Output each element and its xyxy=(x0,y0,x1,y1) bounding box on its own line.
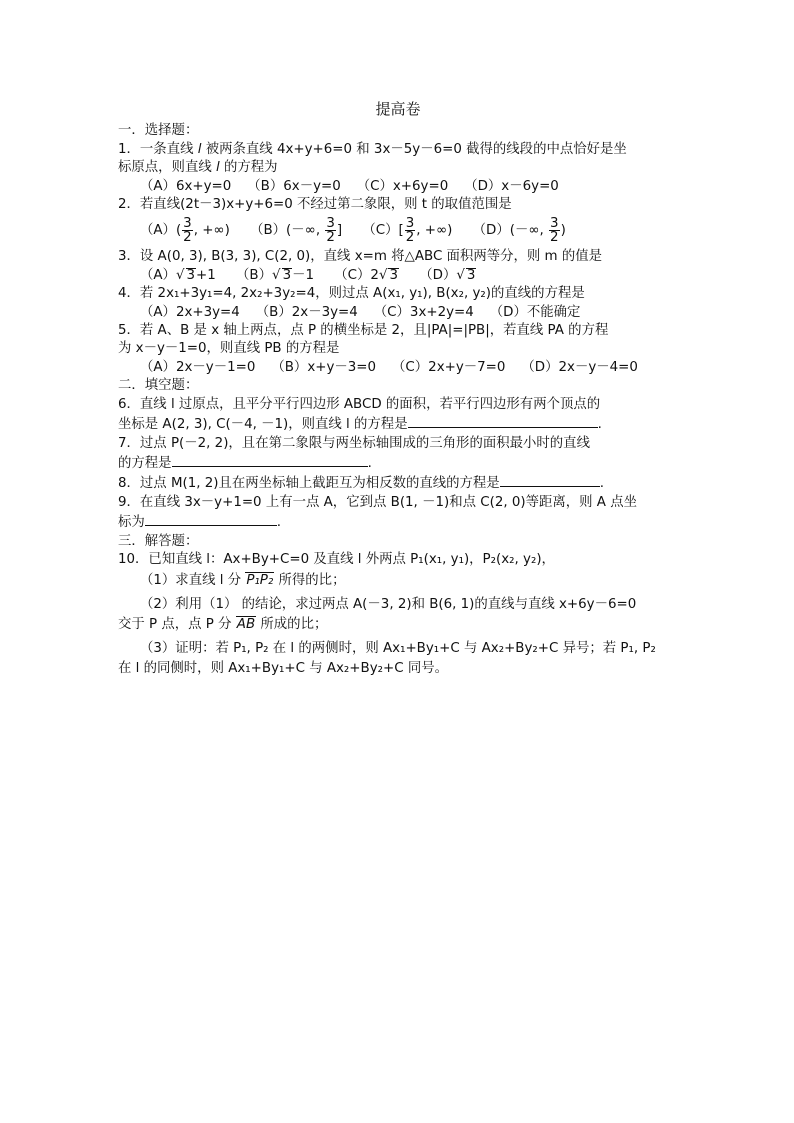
radicand: 3 xyxy=(466,267,476,283)
q2-a-text: （A）( xyxy=(140,223,182,239)
q3-stem: 3．设 A(0, 3), B(3, 3), C(2, 0)，直线 x=m 将△ABC 面积两等分，则 m 的值是 xyxy=(118,249,603,265)
q8-answer-blank[interactable] xyxy=(500,473,600,487)
q10-line1: 10．已知直线 l：Ax+By+C=0 及直线 l 外两点 P₁(x₁, y₁)，P₂(x₂, y₂)， xyxy=(118,551,555,567)
q2-c-text: , +∞) xyxy=(416,223,453,239)
q1-var: l xyxy=(216,160,220,176)
q2-option-b[interactable] xyxy=(250,215,343,245)
denominator: 2 xyxy=(550,229,559,245)
q3-c-text: （C）2 xyxy=(334,267,379,283)
sqrt-icon: √ xyxy=(456,267,465,283)
q1-line2 xyxy=(118,159,678,177)
q6-line2 xyxy=(118,414,678,434)
q1-options xyxy=(118,178,678,196)
q3-option-d[interactable] xyxy=(419,268,476,283)
q1-eq2: 3x－5y－6=0 xyxy=(373,141,462,157)
q2-option-d[interactable] xyxy=(472,215,566,245)
sqrt-icon: √ xyxy=(378,267,388,283)
q1-option-a[interactable]: （A）6x+y=0 xyxy=(140,178,232,194)
q1-line1 xyxy=(118,141,678,159)
denominator: 2 xyxy=(405,229,415,245)
q1-text: 标原点，则直线 xyxy=(118,160,216,176)
q3-a-text: （A） xyxy=(140,267,176,283)
q1-option-b[interactable]: （B）6x－y=0 xyxy=(247,178,341,194)
q8-line1 xyxy=(118,473,678,493)
page-title: 提高卷 xyxy=(375,100,421,118)
q2-c-text: （C）[ xyxy=(362,223,404,239)
q10-part2-line1: （2）利用（1） 的结论，求过两点 A(－3, 2)和 B(6, 1)的直线与直线 x+6y－6=0 xyxy=(140,596,637,612)
q3-option-b[interactable] xyxy=(236,268,314,283)
fraction xyxy=(325,217,336,244)
q3-options xyxy=(118,267,678,285)
q7-line2 xyxy=(118,453,678,473)
q6-end: . xyxy=(597,417,602,433)
q1-var: l xyxy=(197,141,202,157)
q2-b-text: （B）(－∞, xyxy=(250,223,325,239)
numerator: 3 xyxy=(550,215,559,231)
q4-option-c[interactable]: （C）3x+2y=4 xyxy=(373,304,474,320)
numerator: 3 xyxy=(183,215,192,231)
q4-options xyxy=(118,304,678,322)
q2-option-c[interactable] xyxy=(362,215,453,245)
section-choice: 一．选择题： xyxy=(118,123,199,139)
numerator: 3 xyxy=(405,215,415,231)
segment-ab: AB xyxy=(236,617,256,633)
q9-text: 标为 xyxy=(118,515,145,531)
q2-d-text: （D）(－∞, xyxy=(472,223,549,239)
fraction xyxy=(182,217,193,244)
q3-b-text: （B） xyxy=(236,267,273,283)
q1-eq1: 4x+y+6=0 xyxy=(276,141,353,157)
q10-text: 交于 P 点，点 P 分 xyxy=(118,617,236,633)
q3-a-text: +1 xyxy=(196,267,216,283)
numerator: 3 xyxy=(326,215,335,231)
q9-end: . xyxy=(276,515,282,531)
q1-option-c[interactable]: （C）x+6y=0 xyxy=(356,178,449,194)
q10-text: 所成的比； xyxy=(256,617,328,633)
q2-option-a[interactable] xyxy=(140,215,230,245)
q3-d-text: （D） xyxy=(419,267,457,283)
q2-d-text: ) xyxy=(560,223,566,239)
q3-option-a[interactable] xyxy=(140,268,216,283)
radicand: 3 xyxy=(282,267,292,283)
q10-text: （1）求直线 l 分 xyxy=(140,573,246,589)
worksheet xyxy=(118,100,678,678)
denominator: 2 xyxy=(326,229,335,245)
q1-text: 和 xyxy=(352,141,374,157)
fraction xyxy=(405,217,416,244)
section-solve: 三．解答题： xyxy=(118,533,199,549)
q6-answer-blank[interactable] xyxy=(408,414,598,428)
q1-text: 1．一条直线 xyxy=(118,141,198,157)
q2-stem: 2．若直线(2t－3)x+y+6=0 不经过第二象限，则 t 的取值范围是 xyxy=(118,197,512,213)
q7-answer-blank[interactable] xyxy=(172,453,368,467)
q4-option-a[interactable]: （A）2x+3y=4 xyxy=(140,304,240,320)
q7-line1: 7．过点 P(－2, 2)，且在第二象限与两坐标轴围成的三角形的面积最小时的直线 xyxy=(118,435,590,451)
q5-option-b[interactable]: （B）x+y－3=0 xyxy=(271,359,377,375)
section-fill: 二．填空题： xyxy=(118,378,199,394)
q9-line1: 9．在直线 3x－y+1=0 上有一点 A，它到点 B(1, －1)和点 C(2, 0)等距离，则 A 点坐 xyxy=(118,494,638,510)
q5-option-c[interactable]: （C）2x+y－7=0 xyxy=(392,359,506,375)
q5-line1: 5．若 A、B 是 x 轴上两点，点 P 的横坐标是 2，且|PA|=|PB|，若直线 PA 的方程 xyxy=(118,323,609,339)
q1-text: 被两条直线 xyxy=(201,141,277,157)
q3-option-c[interactable] xyxy=(334,268,399,283)
q1-option-d[interactable]: （D）x－6y=0 xyxy=(464,178,559,194)
q7-text: 的方程是 xyxy=(118,455,172,471)
q5-options xyxy=(118,359,678,377)
q7-end: . xyxy=(367,455,372,471)
q9-line2 xyxy=(118,512,678,532)
denominator: 2 xyxy=(183,229,192,245)
q6-text: 坐标是 A(2, 3), C(－4, －1)，则直线 l 的方程是 xyxy=(118,417,408,433)
q5-option-d[interactable]: （D）2x－y－4=0 xyxy=(521,359,638,375)
q2-b-text: ] xyxy=(336,223,343,239)
q10-part3-line2: 在 l 的同侧时，则 Ax₁+By₁+C 与 Ax₂+By₂+C 同号。 xyxy=(118,660,448,676)
q5-option-a[interactable]: （A）2x－y－1=0 xyxy=(140,359,256,375)
q5-line2: 为 x－y－1=0，则直线 PB 的方程是 xyxy=(118,341,340,357)
radicand: 3 xyxy=(389,267,399,283)
q10-part2-line2 xyxy=(118,614,678,634)
q10-part3-line1: （3）证明：若 P₁, P₂ 在 l 的两侧时，则 Ax₁+By₁+C 与 Ax₂+By₂+C 异号；若 P₁, P₂ xyxy=(140,640,656,656)
sqrt-icon: √ xyxy=(272,267,281,283)
q2-a-text: , +∞) xyxy=(193,223,230,239)
segment-p1p2: P₁P₂ xyxy=(246,573,274,589)
q8-end: . xyxy=(599,476,604,492)
q2-options xyxy=(118,214,678,248)
q10-text: 所得的比； xyxy=(274,573,346,589)
radicand: 3 xyxy=(186,267,196,283)
q1-text: 的方程为 xyxy=(219,160,278,176)
q4-option-d[interactable]: （D）不能确定 xyxy=(489,304,581,320)
q1-text: 截得的线段的中点恰好是坐 xyxy=(461,141,627,157)
q3-b-text: －1 xyxy=(292,267,315,283)
q4-option-b[interactable]: （B）2x－3y=4 xyxy=(255,304,358,320)
q9-answer-blank[interactable] xyxy=(145,512,277,526)
fraction xyxy=(549,217,560,244)
q8-text: 8．过点 M(1, 2)且在两坐标轴上截距互为相反数的直线的方程是 xyxy=(118,476,500,492)
q10-part1 xyxy=(118,569,678,590)
q6-line1: 6．直线 l 过原点，且平分平行四边形 ABCD 的面积，若平行四边形有两个顶点的 xyxy=(118,396,601,412)
sqrt-icon: √ xyxy=(175,267,185,283)
q4-stem: 4．若 2x₁+3y₁=4, 2x₂+3y₂=4，则过点 A(x₁, y₁), B(x₂, y₂)的直线的方程是 xyxy=(118,286,585,302)
